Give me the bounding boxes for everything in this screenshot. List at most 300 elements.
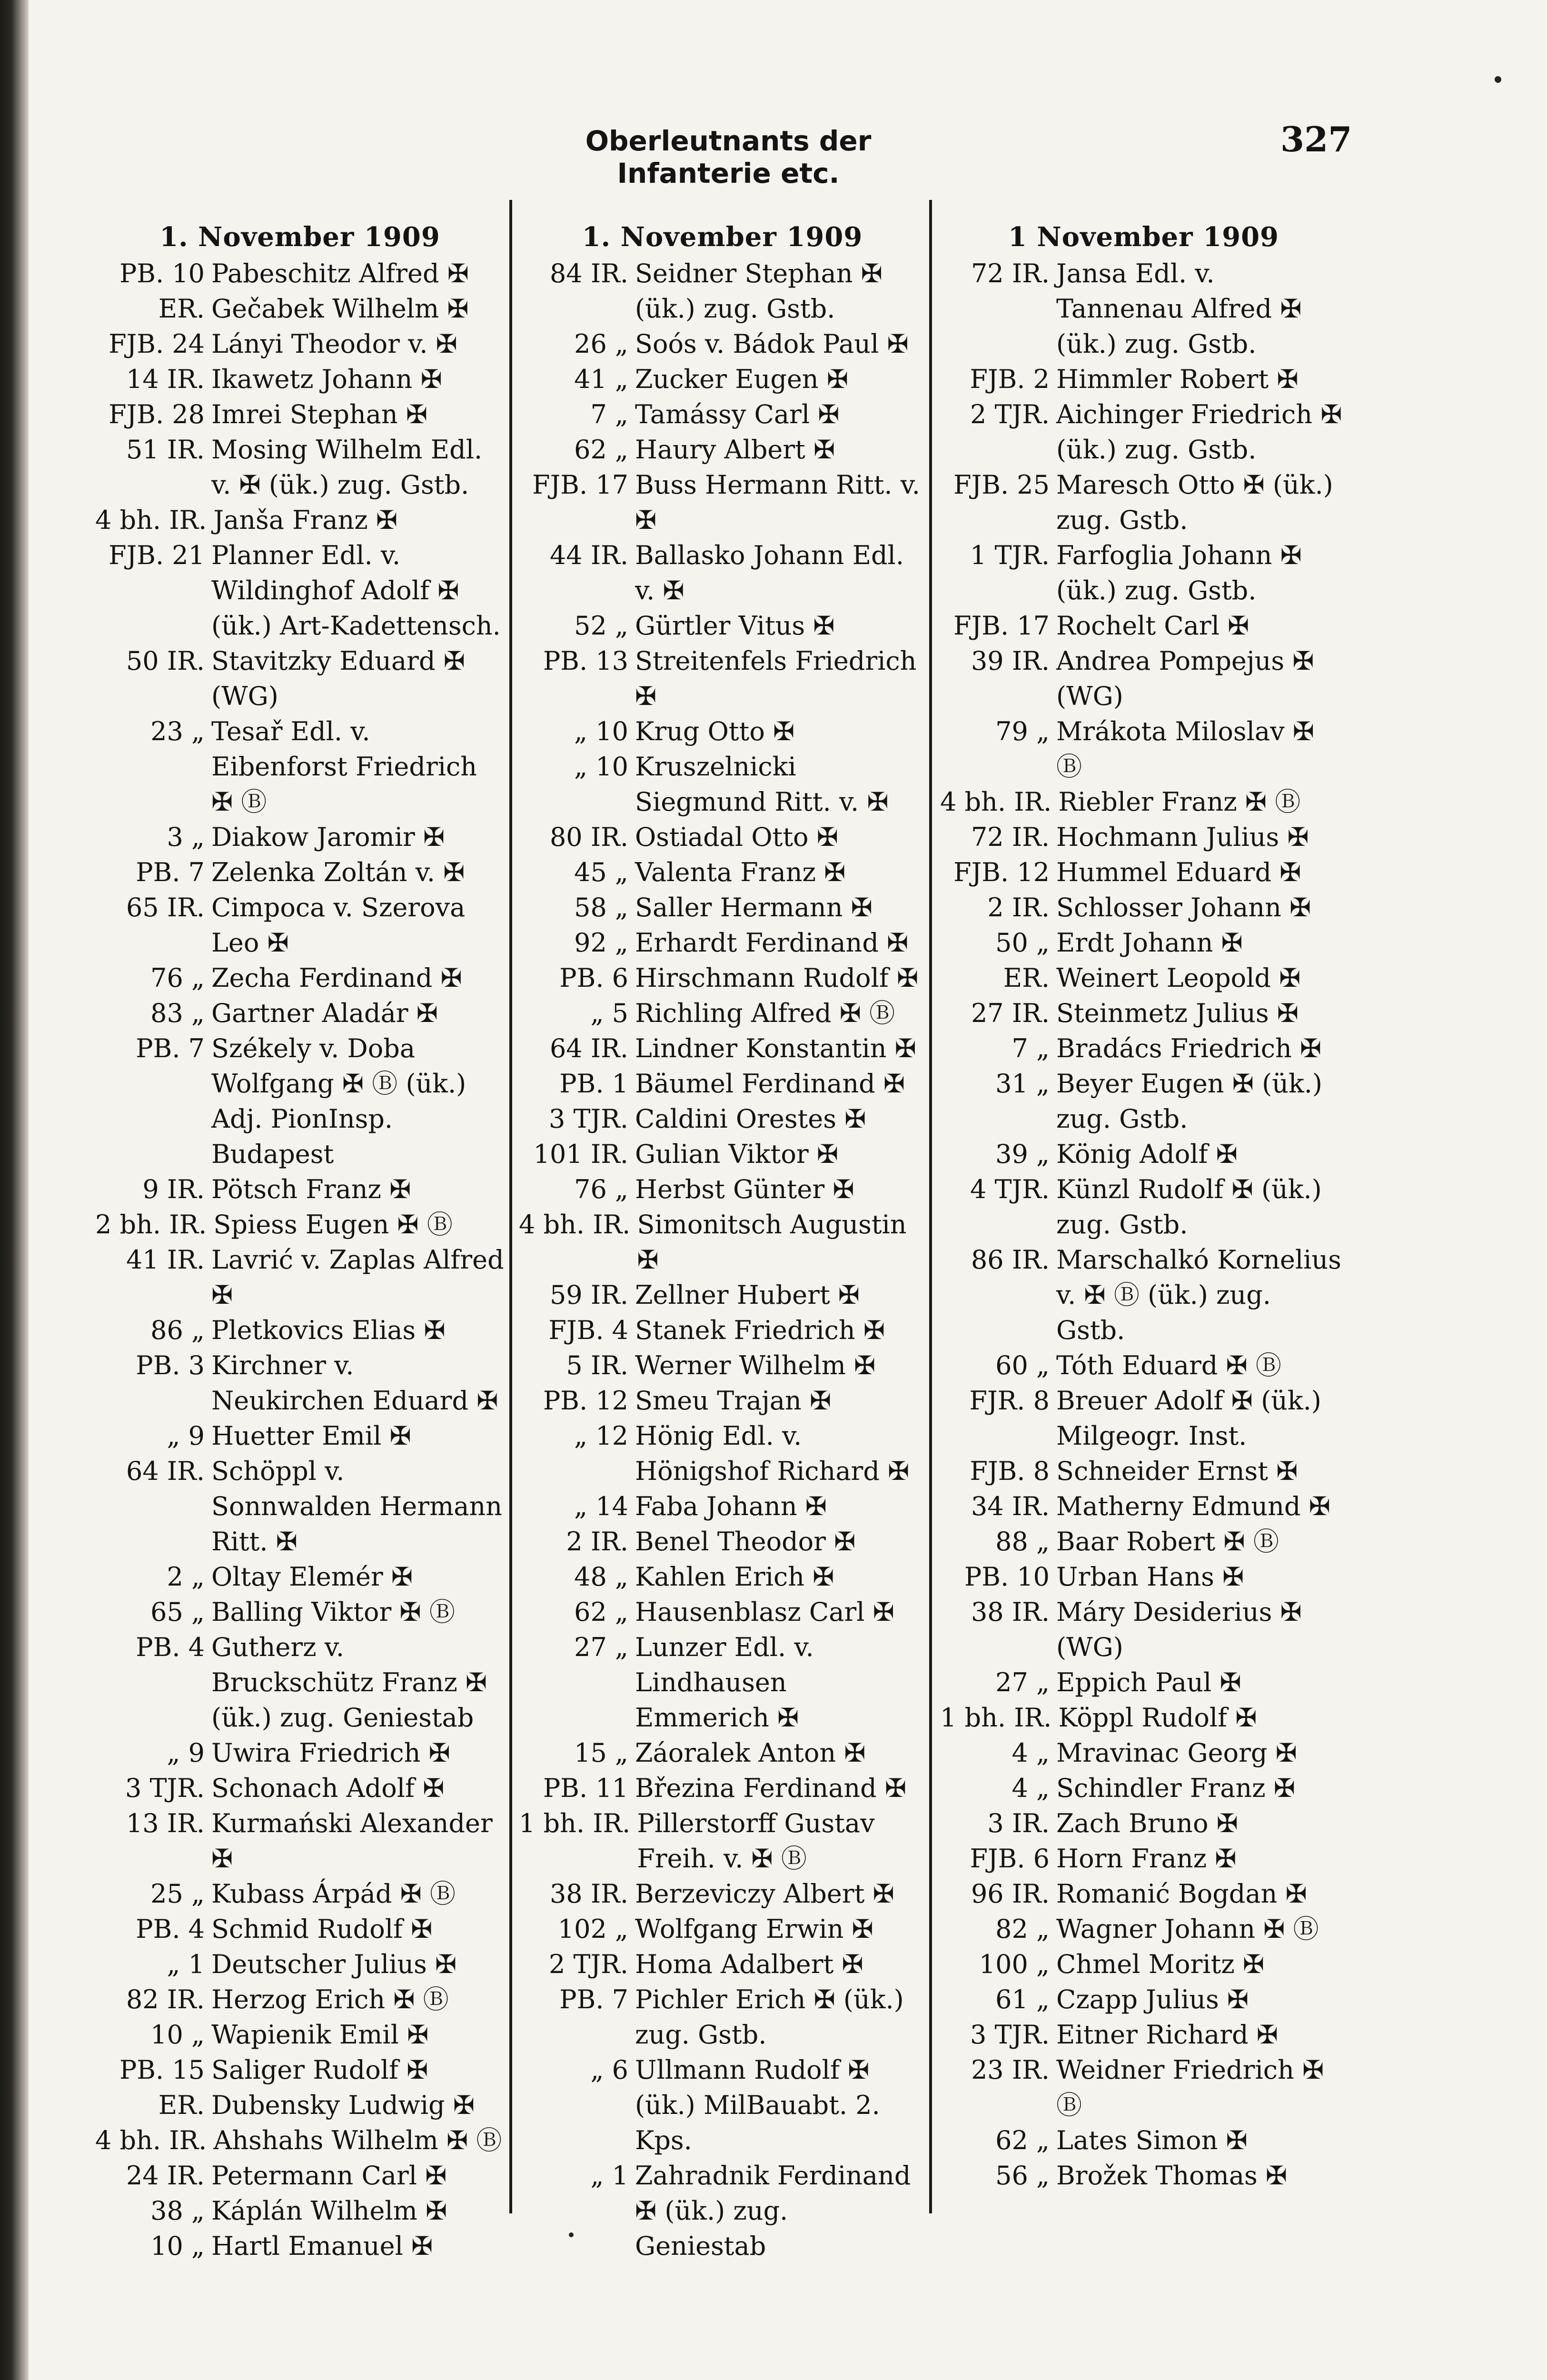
officer-name: Lates Simon ✠ (1056, 2125, 1248, 2155)
roster-entry (95, 538, 505, 644)
unit-designation: 65 „ (150, 1597, 205, 1627)
officer-name: Zach Bruno ✠ (1056, 1808, 1238, 1838)
officer-name: Planner Edl. v. Wildinghof Adolf ✠ (ük.) Art-Kadettensch. (211, 540, 501, 641)
roster-entry (95, 1595, 505, 1630)
roster-entry (95, 397, 505, 432)
officer-name: Stavitzky Eduard ✠ (WG) (211, 646, 465, 711)
officer-name: Kubass Árpád ✠ Ⓑ (211, 1879, 456, 1909)
unit-designation: 83 „ (150, 998, 205, 1028)
unit-designation: 100 „ (979, 1949, 1050, 1979)
officer-name: Tóth Eduard ✠ Ⓑ (1056, 1350, 1281, 1380)
unit-designation: PB. 7 (136, 857, 205, 887)
unit-designation: 84 IR. (549, 258, 628, 288)
officer-name: Tesař Edl. v. Eibenforst Friedrich ✠ Ⓑ (211, 716, 477, 817)
officer-name: Herbst Günter ✠ (635, 1174, 854, 1204)
officer-name: Eitner Richard ✠ (1056, 2020, 1279, 2050)
unit-designation: 2 TJR. (970, 399, 1050, 429)
officer-name: Baar Robert ✠ Ⓑ (1056, 1527, 1279, 1557)
officer-name: Homa Adalbert ✠ (635, 1949, 863, 1979)
unit-designation: 13 IR. (126, 1808, 205, 1838)
roster-entry (519, 1101, 926, 1137)
unit-designation: 102 „ (557, 1914, 628, 1944)
officer-name: Streitenfels Friedrich ✠ (635, 646, 917, 711)
officer-name: Balling Viktor ✠ Ⓑ (211, 1597, 455, 1627)
officer-name: Pillerstorff Gustav Freih. v. ✠ Ⓑ (637, 1808, 875, 1874)
unit-designation: PB. 1 (559, 1069, 628, 1099)
column-3 (940, 218, 1347, 2193)
roster-entry (519, 890, 926, 925)
roster-entry (940, 996, 1347, 1031)
unit-designation: PB. 7 (136, 1033, 205, 1063)
officer-name: Hönig Edl. v. Hönigshof Richard ✠ (635, 1421, 910, 1486)
officer-name: Petermann Carl ✠ (211, 2161, 447, 2191)
officer-name: Saliger Rudolf ✠ (211, 2055, 428, 2085)
roster-entry (95, 1031, 505, 1172)
officer-name: Lindner Konstantin ✠ (635, 1033, 916, 1063)
unit-designation: „ 10 (574, 752, 628, 782)
unit-designation: 10 „ (150, 2020, 205, 2050)
officer-name: Uwira Friedrich ✠ (211, 1738, 450, 1768)
officer-name: Eppich Paul ✠ (1056, 1667, 1241, 1697)
roster-entry (940, 538, 1347, 608)
unit-designation: 72 IR. (971, 822, 1050, 852)
unit-designation: 76 „ (150, 963, 205, 993)
officer-name: Zahradnik Ferdinand ✠ (ük.) zug. Geniestab (635, 2161, 911, 2261)
unit-designation: ER. (1003, 963, 1050, 993)
officer-name: Máry Desiderius ✠ (WG) (1056, 1597, 1302, 1662)
unit-designation: 50 IR. (126, 646, 205, 676)
unit-designation: PB. 10 (964, 1562, 1050, 1592)
roster-entry (940, 2123, 1347, 2158)
officer-name: Hausenblasz Carl ✠ (635, 1597, 894, 1627)
officer-name: Valenta Franz ✠ (635, 857, 846, 887)
roster-entry (95, 1912, 505, 1947)
roster-entry (95, 291, 505, 327)
entry-list (940, 256, 1347, 2193)
roster-entry (940, 2017, 1347, 2053)
unit-designation: 52 „ (574, 611, 628, 641)
officer-name: Ballasko Johann Edl. v. ✠ (635, 540, 904, 605)
unit-designation: 23 „ (150, 716, 205, 746)
roster-entry (940, 961, 1347, 996)
unit-designation: ER. (158, 294, 205, 324)
roster-entry (940, 1242, 1347, 1348)
unit-designation: 38 IR. (971, 1597, 1050, 1627)
column-heading: 1. November 1909 (582, 221, 863, 253)
roster-entry (519, 1947, 926, 1982)
officer-name: Steinmetz Julius ✠ (1056, 998, 1299, 1028)
roster-entry (95, 1559, 505, 1595)
unit-designation: 39 „ (995, 1139, 1050, 1169)
officer-name: Matherny Edmund ✠ (1056, 1491, 1330, 1521)
unit-designation: FJB. 17 (532, 470, 628, 500)
officer-name: Seidner Stephan ✠ (ük.) zug. Gstb. (635, 258, 883, 324)
officer-name: Pötsch Franz ✠ (211, 1174, 411, 1204)
roster-entry (519, 1912, 926, 1947)
officer-name: Faba Johann ✠ (635, 1491, 827, 1521)
roster-entry (519, 432, 926, 467)
unit-designation: 80 IR. (549, 822, 628, 852)
unit-designation: 62 „ (574, 435, 628, 465)
unit-designation: PB. 10 (119, 258, 205, 288)
officer-name: König Adolf ✠ (1056, 1139, 1238, 1169)
officer-name: Erdt Johann ✠ (1056, 928, 1243, 958)
officer-name: Březina Ferdinand ✠ (635, 1773, 907, 1803)
unit-designation: 27 IR. (971, 998, 1050, 1028)
officer-name: Benel Theodor ✠ (635, 1527, 856, 1557)
unit-designation: 1 bh. IR. (519, 1808, 631, 1838)
officer-name: Caldini Orestes ✠ (635, 1104, 866, 1134)
officer-name: Lányi Theodor v. ✠ (211, 329, 457, 359)
roster-entry (519, 1806, 926, 1876)
officer-name: Krug Otto ✠ (635, 716, 795, 746)
roster-entry (940, 1982, 1347, 2017)
roster-entry (95, 1313, 505, 1348)
officer-name: Rochelt Carl ✠ (1056, 611, 1250, 641)
roster-entry (519, 1348, 926, 1383)
roster-entry (519, 1735, 926, 1771)
officer-name: Haury Albert ✠ (635, 435, 835, 465)
roster-entry (519, 256, 926, 327)
officer-name: Marschalkó Kornelius v. ✠ Ⓑ (ük.) zug. Gstb. (1056, 1245, 1341, 1345)
unit-designation: 86 „ (150, 1315, 205, 1345)
unit-designation: PB. 11 (543, 1773, 628, 1803)
officer-name: Schöppl v. Sonnwalden Hermann Ritt. ✠ (211, 1456, 503, 1557)
officer-name: Künzl Rudolf ✠ (ük.) zug. Gstb. (1056, 1174, 1322, 1240)
unit-designation: 4 bh. IR. (95, 505, 207, 535)
roster-entry (95, 2053, 505, 2088)
officer-name: Richling Alfred ✠ Ⓑ (635, 998, 895, 1028)
roster-entry (519, 1489, 926, 1524)
officer-name: Andrea Pompejus ✠ (WG) (1056, 646, 1314, 711)
unit-designation: PB. 4 (136, 1914, 205, 1944)
roster-entry (95, 1806, 505, 1876)
unit-designation: 41 „ (574, 364, 628, 394)
roster-entry (519, 855, 926, 890)
unit-designation: 2 „ (167, 1562, 205, 1592)
roster-entry (940, 1172, 1347, 1242)
officer-name: Gečabek Wilhelm ✠ (211, 294, 469, 324)
officer-name: Gulian Viktor ✠ (635, 1139, 839, 1169)
unit-designation: 48 „ (574, 1562, 628, 1592)
unit-designation: 7 „ (590, 399, 628, 429)
unit-designation: 1 TJR. (970, 540, 1050, 570)
roster-entry (519, 1524, 926, 1559)
unit-designation: 7 „ (1012, 1033, 1050, 1063)
unit-designation: „ 5 (590, 998, 628, 1028)
unit-designation: 64 IR. (549, 1033, 628, 1063)
roster-entry (95, 714, 505, 820)
unit-designation: 96 IR. (971, 1879, 1050, 1909)
page-number: 327 (1280, 119, 1352, 159)
unit-designation: „ 12 (574, 1421, 628, 1451)
unit-designation: 76 „ (574, 1174, 628, 1204)
officer-name: Wagner Johann ✠ Ⓑ (1056, 1914, 1319, 1944)
roster-entry (519, 1982, 926, 2053)
officer-name: Weidner Friedrich ✠ Ⓑ (1056, 2055, 1324, 2120)
roster-entry (519, 996, 926, 1031)
unit-designation: 2 IR. (566, 1527, 628, 1557)
unit-designation: 101 IR. (533, 1139, 628, 1169)
officer-name: Kurmański Alexander ✠ (211, 1808, 493, 1874)
unit-designation: 38 „ (150, 2196, 205, 2226)
roster-entry (95, 362, 505, 397)
officer-name: Zucker Eugen ✠ (635, 364, 849, 394)
officer-name: Ullmann Rudolf ✠ (ük.) MilBauabt. 2. Kps. (635, 2055, 880, 2155)
officer-name: Deutscher Julius ✠ (211, 1949, 457, 1979)
unit-designation: 61 „ (995, 1984, 1050, 2014)
unit-designation: FJB. 8 (970, 1456, 1050, 1486)
unit-designation: 79 „ (995, 716, 1050, 746)
unit-designation: FJR. 8 (969, 1386, 1050, 1416)
unit-designation: 44 IR. (549, 540, 628, 570)
roster-entry (940, 820, 1347, 855)
officer-name: Huetter Emil ✠ (211, 1421, 411, 1451)
roster-entry (95, 2017, 505, 2053)
officer-name: Diakow Jaromir ✠ (211, 822, 445, 852)
unit-designation: FJB. 2 (970, 364, 1050, 394)
unit-designation: „ 6 (590, 2055, 628, 2085)
roster-entry (940, 1348, 1347, 1383)
unit-designation: 64 IR. (126, 1456, 205, 1486)
officer-name: Káplán Wilhelm ✠ (211, 2196, 447, 2226)
roster-entry (940, 714, 1347, 784)
officer-name: Gürtler Vitus ✠ (635, 611, 835, 641)
entry-list (95, 256, 505, 2264)
officer-name: Spiess Eugen ✠ Ⓑ (213, 1210, 453, 1240)
officer-name: Schlosser Johann ✠ (1056, 892, 1311, 922)
roster-entry (95, 1982, 505, 2017)
unit-designation: 14 IR. (126, 364, 205, 394)
column-2 (519, 218, 926, 2264)
officer-name: Brožek Thomas ✠ (1056, 2161, 1288, 2191)
roster-entry (95, 1207, 505, 1242)
officer-name: Mrákota Miloslav ✠ Ⓑ (1056, 716, 1315, 782)
unit-designation: 4 TJR. (970, 1174, 1050, 1204)
officer-name: Wapienik Emil ✠ (211, 2020, 429, 2050)
officer-name: Aichinger Friedrich ✠ (ük.) zug. Gstb. (1056, 399, 1342, 465)
unit-designation: 3 „ (167, 822, 205, 852)
officer-name: Soós v. Bádok Paul ✠ (635, 329, 909, 359)
unit-designation: „ 9 (167, 1738, 205, 1768)
officer-name: Lunzer Edl. v. Lindhausen Emmerich ✠ (635, 1632, 814, 1733)
roster-entry (95, 1454, 505, 1559)
officer-name: Lavrić v. Zaplas Alfred ✠ (211, 1245, 504, 1310)
unit-designation: FJB. 17 (953, 611, 1050, 641)
unit-designation: PB. 12 (543, 1386, 628, 1416)
roster-entry (940, 1454, 1347, 1489)
roster-entry (95, 644, 505, 714)
officer-name: Erhardt Ferdinand ✠ (635, 928, 909, 958)
officer-name: Mravinac Georg ✠ (1056, 1738, 1297, 1768)
unit-designation: 31 „ (995, 1069, 1050, 1099)
officer-name: Himmler Robert ✠ (1056, 364, 1299, 394)
unit-designation: 4 „ (1012, 1738, 1050, 1768)
officer-name: Bradács Friedrich ✠ (1056, 1033, 1322, 1063)
roster-entry (940, 644, 1347, 714)
roster-entry (519, 1207, 926, 1278)
officer-name: Maresch Otto ✠ (ük.) zug. Gstb. (1056, 470, 1333, 535)
unit-designation: FJB. 21 (109, 540, 205, 570)
officer-name: Kahlen Erich ✠ (635, 1562, 834, 1592)
unit-designation: 24 IR. (126, 2161, 205, 2191)
roster-entry (519, 820, 926, 855)
unit-designation: PB. 15 (119, 2055, 205, 2085)
unit-designation: 72 IR. (971, 258, 1050, 288)
roster-entry (940, 1524, 1347, 1559)
column-heading: 1. November 1909 (159, 221, 440, 253)
officer-name: Wolfgang Erwin ✠ (635, 1914, 873, 1944)
officer-name: Werner Wilhelm ✠ (635, 1350, 876, 1380)
officer-name: Cimpoca v. Szerova Leo ✠ (211, 892, 466, 958)
unit-designation: 27 „ (574, 1632, 628, 1662)
officer-name: Székely v. Doba Wolfgang ✠ Ⓑ (ük.) Adj. PionInsp. Budapest (211, 1033, 466, 1169)
officer-name: Chmel Moritz ✠ (1056, 1949, 1265, 1979)
unit-designation: 3 TJR. (548, 1104, 628, 1134)
officer-name: Saller Hermann ✠ (635, 892, 873, 922)
officer-name: Dubensky Ludwig ✠ (211, 2090, 475, 2120)
officer-name: Hartl Emanuel ✠ (211, 2231, 433, 2261)
roster-entry (519, 714, 926, 749)
unit-designation: PB. 6 (559, 963, 628, 993)
unit-designation: 92 „ (574, 928, 628, 958)
roster-entry (940, 890, 1347, 925)
print-speck (569, 2232, 574, 2237)
roster-entry (940, 397, 1347, 467)
officer-name: Oltay Elemér ✠ (211, 1562, 413, 1592)
unit-designation: „ 14 (574, 1491, 628, 1521)
officer-name: Kirchner v. Neukirchen Eduard ✠ (211, 1350, 498, 1416)
roster-entry (940, 1771, 1347, 1806)
officer-name: Imrei Stephan ✠ (211, 399, 428, 429)
roster-entry (940, 925, 1347, 961)
roster-entry (95, 2229, 505, 2264)
officer-name: Horn Franz ✠ (1056, 1844, 1237, 1874)
unit-designation: 38 IR. (549, 1879, 628, 1909)
officer-name: Pichler Erich ✠ (ük.) zug. Gstb. (635, 1984, 904, 2050)
roster-entry (940, 1595, 1347, 1665)
unit-designation: 59 IR. (549, 1280, 628, 1310)
roster-entry (940, 1841, 1347, 1876)
roster-entry (519, 1172, 926, 1207)
unit-designation: 1 bh. IR. (940, 1703, 1052, 1733)
roster-entry (95, 1172, 505, 1207)
unit-designation: „ 10 (574, 716, 628, 746)
roster-entry (519, 1595, 926, 1630)
officer-name: Schindler Franz ✠ (1056, 1773, 1295, 1803)
column-1 (95, 218, 505, 2264)
roster-entry (95, 1735, 505, 1771)
unit-designation: 26 „ (574, 329, 628, 359)
unit-designation: 25 „ (150, 1879, 205, 1909)
column-divider-left (509, 200, 512, 2213)
roster-entry (519, 2053, 926, 2158)
unit-designation: 51 IR. (126, 435, 205, 465)
roster-entry (940, 2158, 1347, 2193)
roster-entry (940, 467, 1347, 538)
roster-entry (95, 1771, 505, 1806)
roster-entry (940, 362, 1347, 397)
officer-name: Simonitsch Augustin ✠ (637, 1210, 907, 1275)
unit-designation: 5 IR. (566, 1350, 628, 1380)
roster-entry (940, 1806, 1347, 1841)
roster-entry (940, 608, 1347, 644)
unit-designation: 4 „ (1012, 1773, 1050, 1803)
roster-entry (95, 890, 505, 961)
roster-entry (519, 644, 926, 714)
roster-entry (519, 2158, 926, 2264)
officer-name: Gutherz v. Bruckschütz Franz ✠ (ük.) zug. Geniestab (211, 1632, 487, 1733)
officer-name: Bäumel Ferdinand ✠ (635, 1069, 905, 1099)
officer-name: Ostiadal Otto ✠ (635, 822, 838, 852)
roster-entry (519, 1876, 926, 1912)
roster-entry (95, 503, 505, 538)
roster-entry (95, 820, 505, 855)
unit-designation: FJB. 24 (109, 329, 205, 359)
roster-entry (519, 1418, 926, 1489)
unit-designation: 23 IR. (971, 2055, 1050, 2085)
roster-entry (940, 1489, 1347, 1524)
officer-name: Urban Hans ✠ (1056, 1562, 1244, 1592)
unit-designation: 58 „ (574, 892, 628, 922)
unit-designation: 56 „ (995, 2161, 1050, 2191)
unit-designation: 62 „ (995, 2125, 1050, 2155)
roster-entry (95, 1947, 505, 1982)
officer-name: Weinert Leopold ✠ (1056, 963, 1301, 993)
roster-entry (95, 327, 505, 362)
roster-entry (519, 925, 926, 961)
officer-name: Schneider Ernst ✠ (1056, 1456, 1298, 1486)
officer-name: Pletkovics Elias ✠ (211, 1315, 446, 1345)
officer-name: Köppl Rudolf ✠ (1058, 1703, 1257, 1733)
roster-entry (519, 1630, 926, 1735)
roster-entry (519, 961, 926, 996)
roster-entry (95, 1242, 505, 1313)
unit-designation: 27 „ (995, 1667, 1050, 1697)
book-binding-edge (0, 0, 29, 2380)
officer-name: Ikawetz Johann ✠ (211, 364, 442, 394)
unit-designation: 4 bh. IR. (940, 787, 1052, 817)
unit-designation: „ 1 (590, 2161, 628, 2191)
roster-entry (940, 256, 1347, 362)
officer-name: Ahshahs Wilhelm ✠ Ⓑ (213, 2125, 502, 2155)
print-speck (1495, 76, 1501, 83)
officer-name: Herzog Erich ✠ Ⓑ (211, 1984, 449, 2014)
officer-name: Beyer Eugen ✠ (ük.) zug. Gstb. (1056, 1069, 1322, 1134)
roster-entry (95, 1630, 505, 1735)
unit-designation: PB. 7 (559, 1984, 628, 2014)
entry-list (519, 256, 926, 2264)
unit-designation: 3 TJR. (125, 1773, 205, 1803)
unit-designation: PB. 3 (136, 1350, 205, 1380)
unit-designation: 88 „ (995, 1527, 1050, 1557)
roster-entry (95, 256, 505, 291)
column-heading: 1 November 1909 (1008, 221, 1279, 253)
roster-entry (940, 1735, 1347, 1771)
unit-designation: „ 9 (167, 1421, 205, 1451)
officer-name: Zelenka Zoltán v. ✠ (211, 857, 465, 887)
roster-entry (95, 855, 505, 890)
officer-name: Tamássy Carl ✠ (635, 399, 840, 429)
roster-entry (519, 608, 926, 644)
officer-name: Stanek Friedrich ✠ (635, 1315, 885, 1345)
unit-designation: 10 „ (150, 2231, 205, 2261)
unit-designation: 4 bh. IR. (519, 1210, 631, 1240)
unit-designation: „ 1 (167, 1949, 205, 1979)
roster-entry (940, 1876, 1347, 1912)
unit-designation: 60 „ (995, 1350, 1050, 1380)
officer-name: Zecha Ferdinand ✠ (211, 963, 462, 993)
